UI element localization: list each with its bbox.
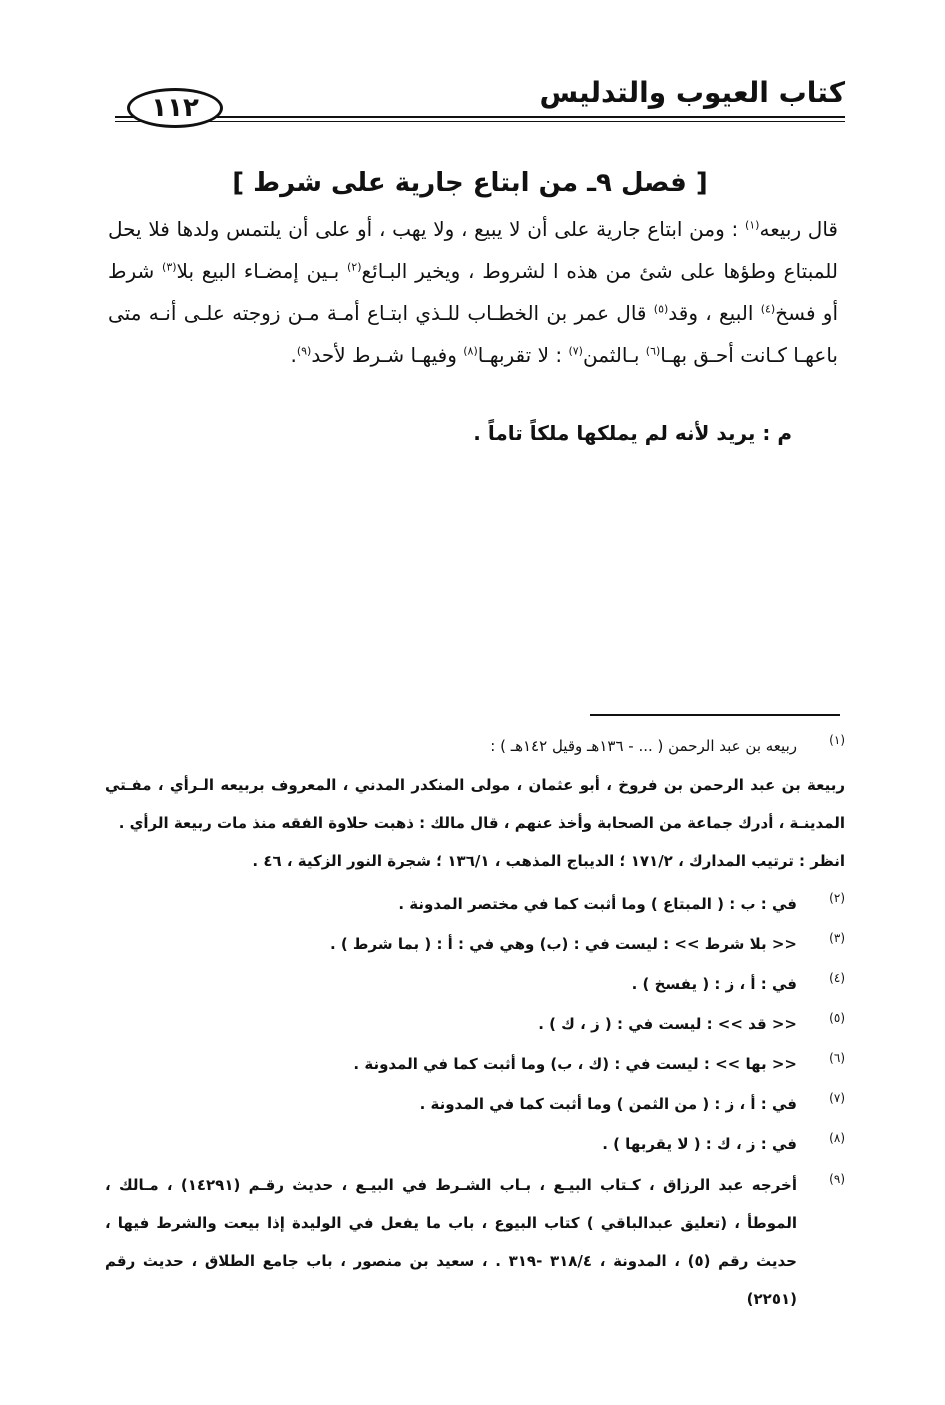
footnote-ref: (٨) — [463, 344, 478, 358]
footnote-ref: (٩) — [296, 344, 312, 358]
footnote-text: انظر : ترتيب المدارك ، ١٧١/٢ ؛ الديباج المذهب ، ١٣٦/١ ؛ شجرة النور الزكية ، ٤٦ . — [252, 852, 845, 870]
footnote-ref: (٥) — [653, 302, 669, 316]
text-segment: بـالثمن — [582, 343, 646, 367]
footnote-text: << بلا شرط >> : ليست في : (ب) وهي في : أ : ( بما شرط ) . — [329, 935, 797, 953]
text-segment: بـين إمضـاء البيع بلا — [176, 259, 347, 283]
book-title: كتاب العيوب والتدليس — [539, 76, 845, 109]
text-segment: : ومن ابتاع جارية على أن لا يبيع ، ولا يهب ، أو على أن يلتمس ولدها فلا يحل للمبتاع وطؤها على شئ من هذه ا لشروط ، ويخير البـائع — [108, 217, 839, 283]
footnote-item — [105, 884, 845, 924]
text-segment: قال ربيعه — [759, 217, 838, 241]
footnote-number: (٥) — [829, 1011, 845, 1025]
text-segment: : لا تقربهـا — [477, 343, 569, 367]
footnote-number: (٣) — [829, 931, 845, 945]
footnote-item — [105, 732, 845, 760]
footnote-text: << قد >> : ليست في : ( ز ، ك ) . — [538, 1015, 797, 1033]
footnote-number: (٦) — [829, 1051, 845, 1065]
footnote-number: (٢) — [829, 891, 845, 905]
footnote-text: في : أ ، ز : ( يفسخ ) . — [631, 975, 797, 993]
footnote-item — [105, 1004, 845, 1044]
footnote-ref: (٦) — [645, 344, 661, 358]
header-rule-thin — [115, 121, 845, 122]
footnote-text: في : ب : ( المبتاع ) وما أثبت كما في مختصر المدونة . — [398, 895, 797, 913]
text-segment: . — [290, 343, 297, 367]
footnote-text: ربيعة بن عبد الرحمن بن فروخ ، أبو عثمان ، مولى المنكدر المدني ، المعروف بربيعه الـرأي ، مفـتي المدينـة ، أدرك جماعة من الصحابة وأخذ عنهم ، قال مالك : ذهبت حلاوة الفقه منذ مات ربيعة الرأي . — [105, 776, 845, 832]
footnote-item — [105, 1124, 845, 1164]
footnote-text: في : ز ، ك : ( لا يقربها ) . — [602, 1135, 797, 1153]
footnote-separator — [590, 714, 840, 716]
text-segment: قال عمر بن الخطـاب للـذي ابتـاع أمـة مـن زوجته علـى أنـه متى باعهـا كـانت أحـق بهـا — [108, 301, 838, 367]
footnote-number: (١) — [829, 733, 845, 747]
footnote-item — [105, 1166, 845, 1318]
footnote-text: أخرجه عبد الرزاق ، كـتاب البيـع ، بـاب الشـرط في البيـع ، حديث رقـم (١٤٢٩١) ، مـالك ، الموطأ ، (تعليق عبدالباقي ) كتاب البيوع ، باب ما يفعل في الوليدة إذا بيعت والشرط فيها ، حديث رقم (٥) ، المدونة ، ٣١٨/٤ -٣١٩ . ، سعيد بن منصور ، باب جامع الطلاق ، حديث رقم (٢٢٥١) — [105, 1176, 797, 1308]
footnote-ref: (١) — [744, 218, 760, 232]
footnote-item — [105, 964, 845, 1004]
footnote-item — [105, 1044, 845, 1084]
footnote-text: في : أ ، ز : ( من الثمن ) وما أثبت كما في المدونة . — [419, 1095, 797, 1113]
author-note: م : يريد لأنه لم يملكها ملكاً تاماً . — [473, 421, 792, 445]
footnote-ref: (٣) — [162, 260, 177, 274]
text-segment: وفيهـا شـرط لأحد — [311, 343, 464, 367]
header-rule — [115, 116, 845, 118]
footnote-text: << بها >> : ليست في : (ك ، ب) وما أثبت كما في المدونة . — [353, 1055, 797, 1073]
footnote-number: (٤) — [829, 971, 845, 985]
text-segment: شرط أو فسخ — [108, 259, 839, 325]
footnote-ref: (٧) — [568, 344, 583, 358]
page-number — [127, 88, 223, 128]
page-header — [105, 70, 845, 130]
text-segment: البيع ، وقد — [668, 301, 761, 325]
footnote-ref: (٤) — [760, 302, 776, 316]
footnote-item — [105, 924, 845, 964]
footnote-text: ربيعه بن عبد الرحمن ( ... - ١٣٦هـ وقيل ١٤٢هـ ) : — [490, 737, 797, 755]
footnotes — [105, 732, 845, 1318]
footnote-item — [105, 1084, 845, 1124]
main-paragraph — [108, 208, 838, 376]
footnote-number: (٩) — [829, 1172, 845, 1186]
footnote-number: (٨) — [829, 1131, 845, 1145]
footnote-number: (٧) — [829, 1091, 845, 1105]
section-title: [ فصل ٩ـ من ابتاع جارية على شرط ] — [232, 168, 708, 198]
footnote-ref: (٢) — [346, 260, 362, 274]
page-number-text: ١١٢ — [151, 93, 199, 123]
